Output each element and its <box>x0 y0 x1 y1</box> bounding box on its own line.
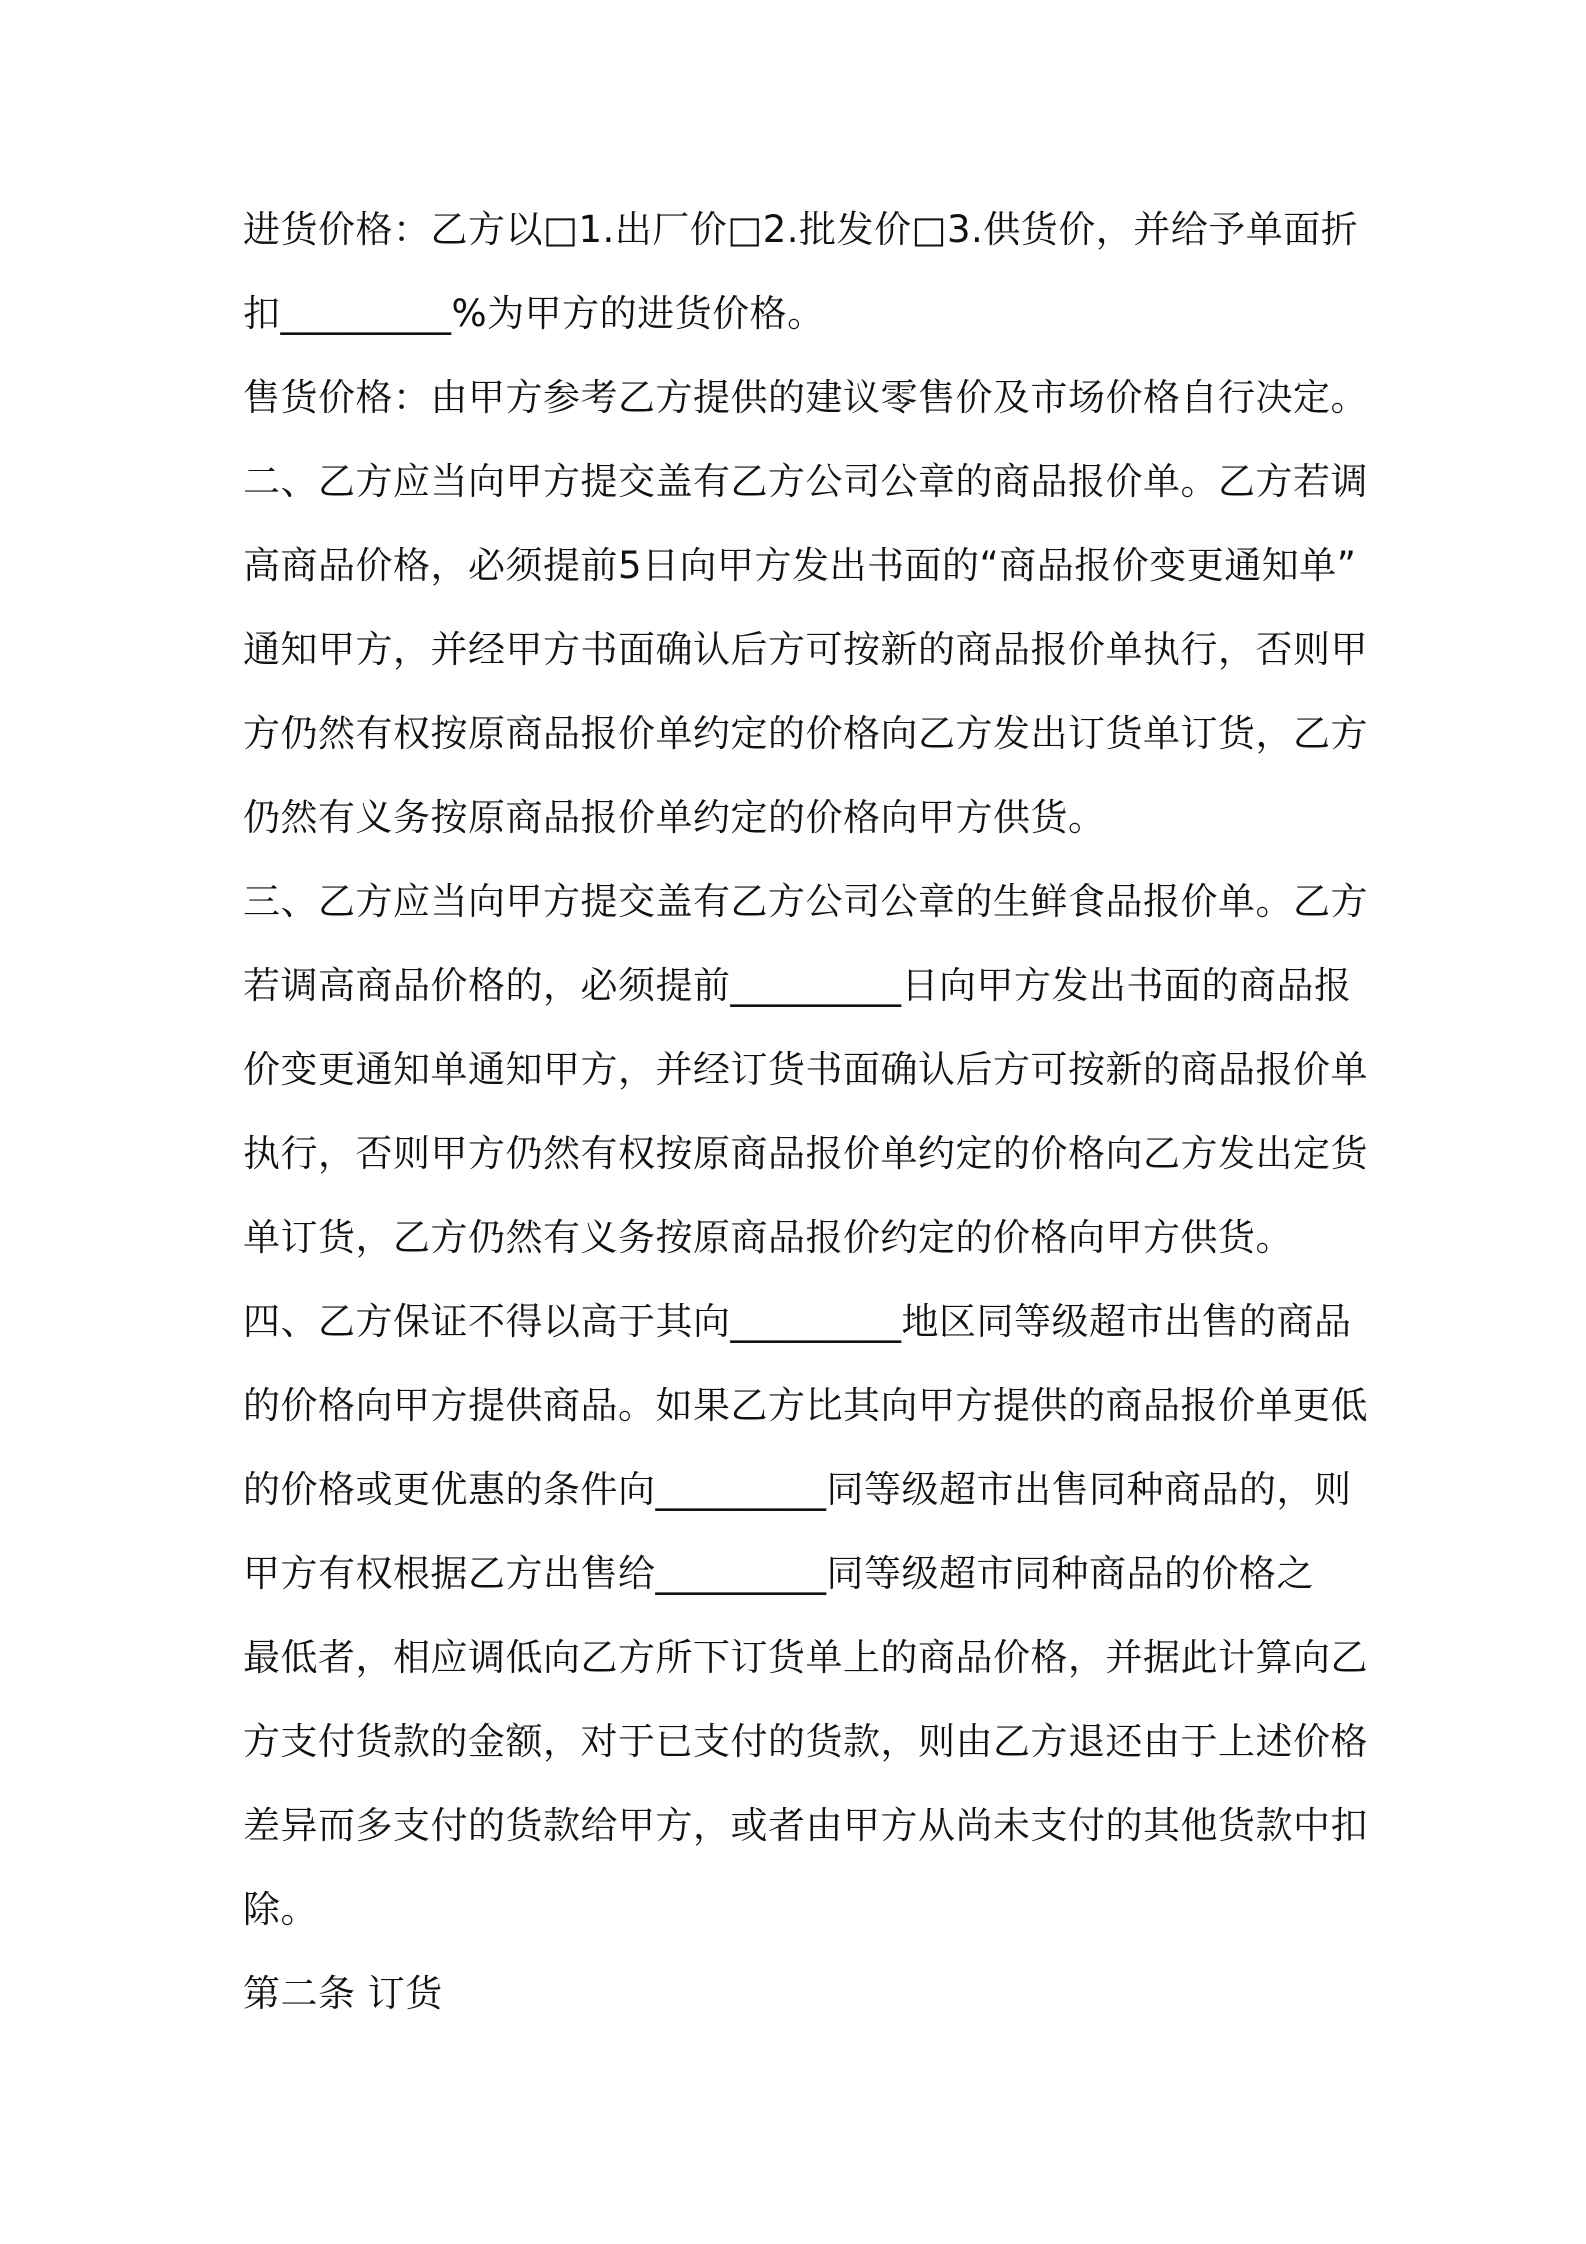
text-line-13: 单订货，乙方仍然有义务按原商品报价约定的价格向甲方供货。 <box>243 1216 1293 1259</box>
text-line-20: 差异而多支付的货款给甲方，或者由甲方从尚未支付的其他货款中扣 <box>243 1804 1368 1847</box>
text-line-18: 最低者，相应调低向乙方所下订货单上的商品价格，并据此计算向乙 <box>243 1636 1368 1679</box>
text-line-8: 仍然有义务按原商品报价单约定的价格向甲方供货。 <box>243 796 1106 839</box>
text-line-3: 售货价格：由甲方参考乙方提供的建议零售价及市场价格自行决定。 <box>243 376 1368 419</box>
text-line-16: 的价格或更优惠的条件向_________同等级超市出售同种商品的，则 <box>243 1468 1352 1511</box>
text-line-10: 若调高商品价格的，必须提前_________日向甲方发出书面的商品报 <box>243 964 1352 1007</box>
text-line-21: 除。 <box>243 1888 318 1931</box>
section-heading: 第二条 订货 <box>243 1972 443 2015</box>
text-line-19: 方支付货款的金额，对于已支付的货款，则由乙方退还由于上述价格 <box>243 1720 1368 1763</box>
text-line-5: 高商品价格，必须提前5日向甲方发出书面的“商品报价变更通知单” <box>243 544 1357 587</box>
text-line-14: 四、乙方保证不得以高于其向_________地区同等级超市出售的商品 <box>243 1300 1352 1343</box>
text-line-15: 的价格向甲方提供商品。如果乙方比其向甲方提供的商品报价单更低 <box>243 1384 1368 1427</box>
text-line-2: 扣_________%为甲方的进货价格。 <box>243 292 825 335</box>
text-line-6: 通知甲方，并经甲方书面确认后方可按新的商品报价单执行，否则甲 <box>243 628 1368 671</box>
text-line-9: 三、乙方应当向甲方提交盖有乙方公司公章的生鲜食品报价单。乙方 <box>243 880 1368 923</box>
text-line-11: 价变更通知单通知甲方，并经订货书面确认后方可按新的商品报价单 <box>243 1048 1368 1091</box>
document-body <box>243 198 1368 2046</box>
text-line-1: 进货价格：乙方以□1.出厂价□2.批发价□3.供货价，并给予单面折 <box>243 208 1359 251</box>
text-line-4: 二、乙方应当向甲方提交盖有乙方公司公章的商品报价单。乙方若调 <box>243 460 1368 503</box>
text-line-12: 执行，否则甲方仍然有权按原商品报价单约定的价格向乙方发出定货 <box>243 1132 1368 1175</box>
text-line-17: 甲方有权根据乙方出售给_________同等级超市同种商品的价格之 <box>243 1552 1314 1595</box>
text-line-7: 方仍然有权按原商品报价单约定的价格向乙方发出订货单订货，乙方 <box>243 712 1368 755</box>
